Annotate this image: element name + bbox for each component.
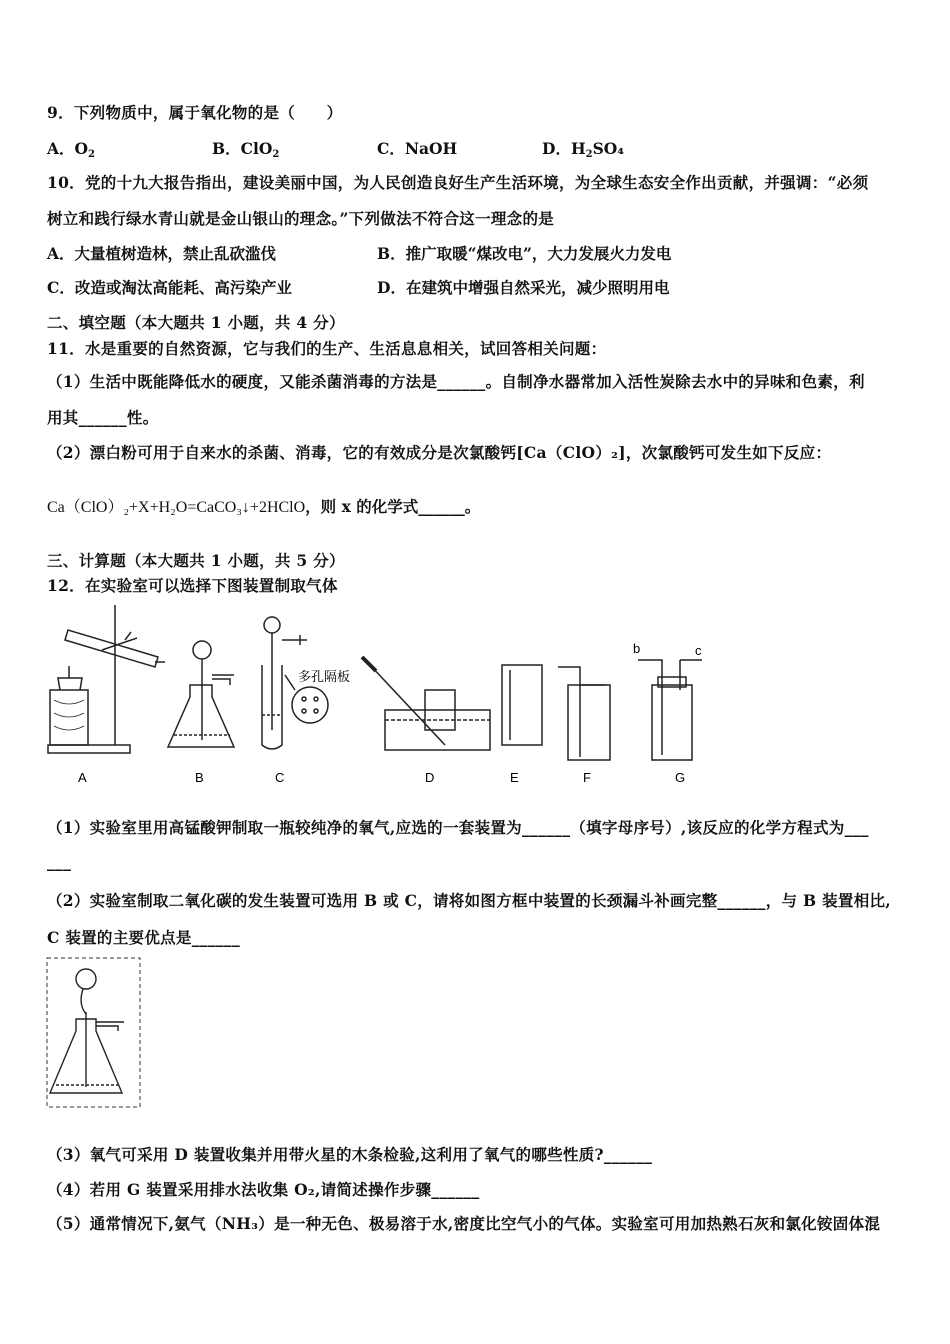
apparatus-label-b: B [195, 770, 204, 785]
section-3-heading: 三、计算题（本大题共 1 小题，共 5 分） [47, 551, 345, 570]
apparatus-label-c: C [275, 770, 285, 785]
apparatus-f [558, 667, 610, 760]
apparatus-a [48, 605, 165, 753]
q11-stem: 11．水是重要的自然资源，它与我们的生产、生活息息相关，试回答相关问题： [47, 339, 607, 358]
q12-part5: （5）通常情况下,氨气（NH₃）是一种无色、极易溶于水,密度比空气小的气体。实验室可用加热熟石灰和氯化铵固体混 [47, 1214, 881, 1233]
q11-part1-line2: 用其______性。 [47, 408, 159, 427]
section-2-heading: 二、填空题（本大题共 1 小题，共 4 分） [47, 313, 345, 332]
q9-option-d: D．$H_2SO_4$ [542, 139, 625, 160]
porous-plate-label: 多孔隔板 [298, 669, 351, 684]
q12-part2-line1: （2）实验室制取二氧化碳的发生装置可选用 B 或 C，请将如图方框中装置的长颈漏斗补画完整______，与 B 装置相比, [47, 891, 892, 910]
q9-option-b: B．ClO$_2$ [212, 139, 280, 160]
apparatus-b [168, 641, 234, 747]
q9-stem: 9．下列物质中，属于氧化物的是（ ） [47, 103, 343, 122]
q10-option-c: C．改造或淘汰高能耗、高污染产业 [47, 278, 292, 297]
apparatus-figure [40, 605, 720, 795]
apparatus-d [362, 657, 490, 750]
q12-part4: （4）若用 G 装置采用排水法收集 O₂,请简述操作步骤______ [47, 1180, 480, 1199]
apparatus-e [502, 665, 542, 745]
q10-stem-line1: 10．党的十九大报告指出，建设美丽中国，为人民创造良好生产生活环境，为全球生态安全作出贡献，并强调：“必须 [47, 173, 869, 192]
q11-part2: （2）漂白粉可用于自来水的杀菌、消毒，它的有效成分是次氯酸钙[Ca（ClO）₂]，次氯酸钙可发生如下反应： [47, 443, 832, 462]
q9-option-a: A．$O_2$ [47, 139, 96, 160]
q12-part1-line2: ___ [47, 852, 72, 871]
equation-text: Ca（ClO）₂+X+H₂O=CaCO₃↓+2HClO [47, 499, 306, 516]
apparatus-g [638, 660, 702, 760]
q12-part2-line2: C 装置的主要优点是______ [47, 928, 241, 947]
funnel-completion-figure [46, 957, 142, 1109]
q10-option-b: B．推广取暖“煤改电”，大力发展火力发电 [377, 244, 672, 263]
g-tube-label-c: c [695, 643, 702, 658]
apparatus-label-f: F [583, 770, 591, 785]
q10-option-a: A．大量植树造林，禁止乱砍滥伐 [47, 244, 277, 263]
q12-part1-line1: （1）实验室里用高锰酸钾制取一瓶较纯净的氧气,应选的一套装置为______（填字母序号）,该反应的化学方程式为___ [47, 818, 869, 837]
apparatus-label-e: E [510, 770, 519, 785]
q10-stem-line2: 树立和践行绿水青山就是金山银山的理念。”下列做法不符合这一理念的是 [47, 209, 555, 228]
equation-question: ，则 x 的化学式______。 [305, 497, 481, 516]
q12-stem: 12．在实验室可以选择下图装置制取气体 [47, 576, 338, 595]
apparatus-label-a: A [78, 770, 87, 785]
g-tube-label-b: b [633, 641, 641, 656]
apparatus-label-d: D [425, 770, 435, 785]
q9-option-c: C．NaOH [377, 139, 458, 158]
apparatus-label-g: G [675, 770, 686, 785]
q10-option-d: D．在建筑中增强自然采光，减少照明用电 [377, 278, 670, 297]
q12-part3: （3）氧气可采用 D 装置收集并用带火星的木条检验,这利用了氧气的哪些性质?______ [47, 1145, 653, 1164]
q11-part1-line1: （1）生活中既能降低水的硬度，又能杀菌消毒的方法是______。自制净水器常加入活性炭除去水中的异味和色素，利 [47, 372, 865, 391]
q11-reaction-equation [47, 494, 480, 517]
